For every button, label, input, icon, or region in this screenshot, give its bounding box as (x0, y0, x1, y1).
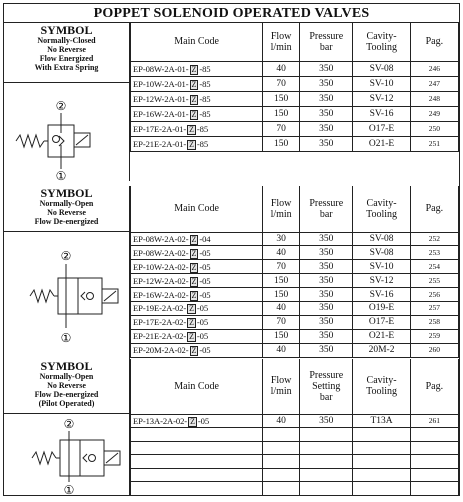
main-code-cell (131, 343, 263, 357)
table-header-row (131, 186, 459, 232)
pressure-cell: 350 (300, 232, 353, 246)
code-variant-box: Z (191, 346, 197, 356)
code-variant-box: Z (191, 64, 197, 74)
pressure-cell (300, 482, 353, 496)
flow-cell: 40 (263, 61, 300, 76)
pressure-cell (300, 468, 353, 482)
page-cell (410, 441, 458, 455)
code-prefix: EP-10W-2A-02- (133, 261, 189, 272)
table-row (131, 315, 459, 329)
main-code-cell (131, 482, 263, 496)
table-row (131, 106, 459, 121)
symbol-desc-line: Flow De-energized (34, 390, 99, 399)
pressure-cell (300, 455, 353, 469)
header-pag: Pag. (410, 23, 458, 61)
valve-symbol-nc (4, 83, 129, 181)
code-variant-box: Z (191, 248, 197, 258)
flow-cell: 40 (263, 343, 300, 357)
flow-cell (263, 441, 300, 455)
code-suffix: -05 (199, 275, 211, 286)
cavity-cell: 20M-2 (353, 343, 410, 357)
code-variant-box: Z (191, 262, 197, 272)
cavity-cell: SV-12 (353, 91, 410, 106)
pressure-cell: 350 (300, 288, 353, 302)
code-variant-box: Z (190, 416, 195, 426)
pressure-cell: 350 (300, 76, 353, 91)
page-cell: 259 (410, 329, 458, 343)
flow-cell: 70 (263, 121, 300, 136)
code-suffix: -05 (199, 345, 211, 356)
pressure-cell: 350 (300, 121, 353, 136)
header-main-code: Main Code (131, 23, 263, 61)
main-code-cell (131, 414, 263, 428)
pressure-cell (300, 428, 353, 442)
table-row (131, 232, 459, 246)
pressure-cell: 350 (300, 260, 353, 274)
page-cell (410, 455, 458, 469)
cavity-cell: SV-08 (353, 61, 410, 76)
page-cell (410, 468, 458, 482)
code-variant-box: Z (189, 124, 194, 134)
cavity-cell (353, 455, 410, 469)
page-cell: 257 (410, 301, 458, 315)
code-prefix: EP-17E-2A-01- (133, 123, 187, 134)
symbol-desc-line: (Pilot Operated) (38, 399, 95, 408)
table-header-row (131, 359, 459, 414)
valve-table (130, 359, 459, 496)
cavity-cell: SV-12 (353, 274, 410, 288)
main-code-cell (131, 441, 263, 455)
main-code-cell (131, 274, 263, 288)
cavity-cell: SV-10 (353, 260, 410, 274)
header-main-code: Main Code (131, 359, 263, 414)
code-prefix: EP-21E-2A-01- (133, 138, 187, 149)
symbol-desc-line: No Reverse (47, 208, 86, 217)
cavity-cell: SV-08 (353, 232, 410, 246)
main-code-cell (131, 76, 263, 91)
header-flow-label: Flow (270, 30, 292, 42)
header-cavity (353, 359, 410, 414)
table-section-2 (130, 186, 459, 359)
symbol-desc-line: Normally-Open (39, 372, 94, 381)
table-row (131, 455, 459, 469)
table-row (131, 441, 459, 455)
pressure-cell: 350 (300, 414, 353, 428)
code-variant-box: Z (191, 94, 197, 104)
table-row (131, 343, 459, 357)
main-code-cell (131, 455, 263, 469)
page-cell: 247 (410, 76, 458, 91)
pressure-cell: 350 (300, 343, 353, 357)
header-flow-label: Flow (270, 197, 292, 209)
valve-table (130, 23, 459, 152)
header-main-code: Main Code (131, 186, 263, 232)
pressure-cell: 350 (300, 274, 353, 288)
code-prefix: EP-19E-2A-02- (133, 303, 187, 314)
table-row (131, 61, 459, 76)
code-suffix: -85 (196, 123, 209, 134)
header-cavity-label: Cavity- (366, 30, 397, 42)
code-suffix: -85 (199, 63, 211, 74)
main-code-cell (131, 288, 263, 302)
table-row (131, 468, 459, 482)
symbol-desc-line: No Reverse (47, 45, 86, 54)
main-code-cell (131, 246, 263, 260)
page-cell: 253 (410, 246, 458, 260)
cavity-cell: O21-E (353, 329, 410, 343)
flow-cell: 70 (263, 76, 300, 91)
flow-cell: 30 (263, 232, 300, 246)
cavity-cell (353, 482, 410, 496)
cavity-cell: SV-16 (353, 106, 410, 121)
page-cell: 248 (410, 91, 458, 106)
code-prefix: EP-17E-2A-02- (133, 317, 187, 328)
table-row (131, 482, 459, 496)
header-pag: Pag. (410, 359, 458, 414)
code-suffix: -85 (199, 93, 211, 104)
cavity-cell: SV-08 (353, 246, 410, 260)
code-variant-box: Z (189, 304, 194, 314)
header-flow (263, 186, 300, 232)
symbol-header (4, 359, 129, 414)
code-variant-box: Z (191, 109, 197, 119)
flow-cell: 40 (263, 246, 300, 260)
header-flow (263, 359, 300, 414)
code-variant-box: Z (191, 276, 197, 286)
flow-cell: 70 (263, 315, 300, 329)
section-pilot-operated (4, 359, 459, 496)
code-prefix: EP-16W-2A-01- (133, 108, 189, 119)
table-row (131, 136, 459, 151)
table-row (131, 288, 459, 302)
code-prefix: EP-12W-2A-02- (133, 275, 189, 286)
code-suffix: -05 (196, 331, 209, 342)
header-pressure-unit: bar (319, 208, 333, 220)
page-cell: 258 (410, 315, 458, 329)
header-pressure-unit: bar (319, 41, 333, 53)
table-row (131, 246, 459, 260)
table-row (131, 274, 459, 288)
pressure-cell: 350 (300, 106, 353, 121)
pressure-cell: 350 (300, 329, 353, 343)
page-title: POPPET SOLENOID OPERATED VALVES (4, 4, 459, 23)
header-cavity-tooling: Tooling (366, 386, 398, 398)
cavity-cell: O19-E (353, 301, 410, 315)
main-code-cell (131, 91, 263, 106)
main-code-cell (131, 136, 263, 151)
main-code-cell (131, 61, 263, 76)
flow-cell (263, 482, 300, 496)
cavity-cell: SV-16 (353, 288, 410, 302)
header-flow-label: Flow (270, 375, 292, 387)
code-suffix: -85 (199, 108, 211, 119)
main-code-cell (131, 106, 263, 121)
flow-cell: 150 (263, 274, 300, 288)
code-suffix: -85 (196, 138, 209, 149)
header-cavity-label: Cavity- (366, 197, 397, 209)
page-cell: 255 (410, 274, 458, 288)
header-pressure-label: Pressure (309, 197, 344, 209)
page-cell: 250 (410, 121, 458, 136)
cavity-cell: O17-E (353, 315, 410, 329)
header-cavity-tooling: Tooling (366, 41, 398, 53)
port-1-label: ① (55, 169, 67, 181)
header-pressure (300, 23, 353, 61)
code-suffix: -05 (196, 317, 209, 328)
flow-cell: 150 (263, 329, 300, 343)
code-prefix: EP-12W-2A-01- (133, 93, 189, 104)
port-1-label: ① (63, 483, 75, 496)
code-variant-box: Z (191, 79, 197, 89)
flow-cell (263, 455, 300, 469)
table-row (131, 121, 459, 136)
pressure-cell: 350 (300, 91, 353, 106)
page-cell: 260 (410, 343, 458, 357)
page-cell (410, 482, 458, 496)
flow-cell: 40 (263, 414, 300, 428)
main-code-cell (131, 260, 263, 274)
symbol-desc-line: No Reverse (47, 381, 86, 390)
page-cell (410, 428, 458, 442)
symbol-header (4, 23, 129, 83)
code-prefix: EP-10W-2A-01- (133, 78, 189, 89)
symbol-title: SYMBOL (40, 359, 93, 373)
cavity-cell: SV-10 (353, 76, 410, 91)
symbol-header (4, 186, 129, 232)
header-pressure-setting: Setting (312, 380, 341, 392)
section-normally-open (4, 186, 459, 359)
solenoid-valve-icon (4, 414, 129, 496)
code-prefix: EP-21E-2A-02- (133, 331, 187, 342)
cavity-cell: O17-E (353, 121, 410, 136)
header-cavity (353, 186, 410, 232)
code-prefix: EP-16W-2A-02- (133, 289, 189, 300)
symbol-column (4, 186, 130, 359)
header-pressure-label: Pressure (309, 369, 344, 381)
header-pressure (300, 359, 353, 414)
valve-symbol-no (4, 232, 129, 359)
page-cell: 254 (410, 260, 458, 274)
header-flow-unit: l/min (270, 41, 292, 53)
code-suffix: -05 (199, 261, 211, 272)
symbol-title: SYMBOL (40, 186, 93, 200)
main-code-cell (131, 315, 263, 329)
table-row (131, 91, 459, 106)
symbol-desc-line: Flow Energized (39, 54, 94, 63)
port-1-label: ① (60, 331, 72, 345)
main-code-cell (131, 121, 263, 136)
flow-cell: 150 (263, 106, 300, 121)
flow-cell: 70 (263, 260, 300, 274)
page-cell: 246 (410, 61, 458, 76)
pressure-cell: 350 (300, 136, 353, 151)
flow-cell (263, 428, 300, 442)
symbol-desc-line: With Extra Spring (34, 63, 99, 72)
solenoid-valve-icon (4, 232, 129, 359)
code-variant-box: Z (191, 290, 197, 300)
page-cell: 261 (410, 414, 458, 428)
code-suffix: -05 (197, 415, 210, 426)
table-row (131, 428, 459, 442)
code-suffix: -05 (199, 247, 211, 258)
cavity-cell (353, 468, 410, 482)
main-code-cell (131, 329, 263, 343)
symbol-column (4, 23, 130, 181)
code-prefix: EP-08W-2A-02- (133, 233, 189, 244)
code-prefix: EP-20M-2A-02- (133, 345, 189, 356)
valve-symbol-pilot (4, 414, 129, 496)
page-cell: 249 (410, 106, 458, 121)
port-2-label: ② (63, 417, 75, 431)
pressure-cell: 350 (300, 301, 353, 315)
pressure-cell: 350 (300, 246, 353, 260)
header-cavity-label: Cavity- (366, 375, 397, 387)
header-flow (263, 23, 300, 61)
solenoid-valve-icon (4, 83, 129, 181)
symbol-title: SYMBOL (40, 23, 93, 37)
port-2-label: ② (60, 249, 72, 263)
flow-cell: 40 (263, 301, 300, 315)
cavity-cell (353, 428, 410, 442)
pressure-cell: 350 (300, 315, 353, 329)
page-cell: 256 (410, 288, 458, 302)
catalog-page (3, 3, 460, 496)
header-cavity-tooling: Tooling (366, 208, 398, 220)
cavity-cell: T13A (353, 414, 410, 428)
pressure-cell: 350 (300, 61, 353, 76)
valve-table (130, 186, 459, 358)
table-row (131, 414, 459, 428)
main-code-cell (131, 301, 263, 315)
code-variant-box: Z (189, 318, 194, 328)
symbol-desc-line: Normally-Closed (37, 36, 96, 45)
code-variant-box: Z (189, 139, 194, 149)
main-code-cell (131, 468, 263, 482)
code-suffix: -04 (199, 233, 211, 244)
header-pressure-unit: bar (319, 391, 333, 403)
table-row (131, 301, 459, 315)
code-suffix: -85 (199, 78, 211, 89)
page-cell: 252 (410, 232, 458, 246)
flow-cell (263, 468, 300, 482)
port-2-label: ② (55, 99, 67, 113)
cavity-cell (353, 441, 410, 455)
header-pressure (300, 186, 353, 232)
header-flow-unit: l/min (270, 386, 292, 398)
flow-cell: 150 (263, 91, 300, 106)
cavity-cell: O21-E (353, 136, 410, 151)
table-header-row (131, 23, 459, 61)
main-code-cell (131, 428, 263, 442)
page-cell: 251 (410, 136, 458, 151)
flow-cell: 150 (263, 288, 300, 302)
header-pressure-label: Pressure (309, 30, 344, 42)
table-section-3 (130, 359, 459, 496)
code-suffix: -05 (196, 303, 209, 314)
code-variant-box: Z (189, 332, 194, 342)
main-code-cell (131, 232, 263, 246)
code-variant-box: Z (191, 234, 197, 244)
table-row (131, 76, 459, 91)
header-pag: Pag. (410, 186, 458, 232)
pressure-cell (300, 441, 353, 455)
table-row (131, 260, 459, 274)
flow-cell: 150 (263, 136, 300, 151)
symbol-desc-line: Normally-Open (39, 199, 94, 208)
code-suffix: -05 (199, 289, 211, 300)
table-section-1 (130, 23, 459, 181)
symbol-column (4, 359, 130, 496)
header-flow-unit: l/min (270, 208, 292, 220)
code-prefix: EP-13A-2A-02- (133, 415, 188, 426)
header-cavity (353, 23, 410, 61)
symbol-desc-line: Flow De-energized (34, 217, 99, 226)
section-normally-closed (4, 23, 459, 181)
table-row (131, 329, 459, 343)
code-prefix: EP-08W-2A-02- (133, 247, 189, 258)
code-prefix: EP-08W-2A-01- (133, 63, 189, 74)
